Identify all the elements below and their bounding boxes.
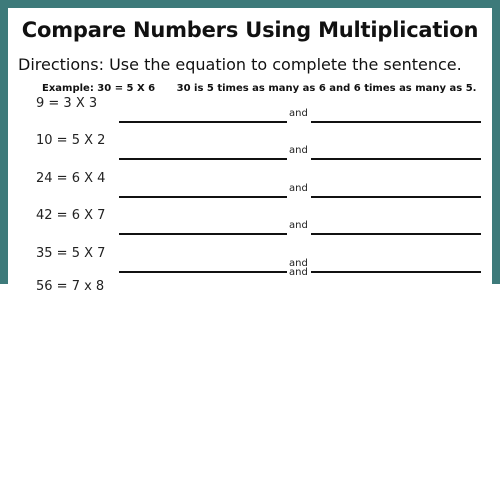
answer-blank-second[interactable] (311, 158, 481, 160)
answer-blank-second[interactable] (311, 271, 481, 273)
answer-blank-first[interactable] (119, 271, 287, 273)
problem-equation: 10 = 5 X 2 (36, 133, 106, 148)
answer-blank-second[interactable] (311, 121, 481, 123)
problem-equation: 24 = 6 X 4 (36, 171, 106, 186)
problem-row (8, 267, 492, 317)
example-line (42, 83, 476, 94)
and-connector: and (289, 183, 308, 194)
worksheet-title: Compare Numbers Using Multiplication (21, 18, 479, 42)
worksheet-sheet (8, 8, 492, 298)
problem-row (8, 96, 492, 134)
and-connector: and (289, 145, 308, 156)
worksheet-directions: Directions: Use the equation to complete the sentence. (18, 55, 462, 74)
answer-blank-second[interactable] (311, 233, 481, 235)
problem-equation: 9 = 3 X 3 (36, 96, 98, 111)
example-sentence: 30 is 5 times as many as 6 and 6 times as many as 5. (176, 83, 477, 94)
problem-equation: 56 = 7 x 8 (36, 279, 105, 294)
problem-equation: 42 = 6 X 7 (36, 208, 106, 223)
answer-blank-first[interactable] (119, 121, 287, 123)
example-equation: Example: 30 = 5 X 6 (42, 83, 156, 94)
answer-blank-second[interactable] (311, 196, 481, 198)
problem-row (8, 133, 492, 171)
answer-blank-first[interactable] (119, 158, 287, 160)
and-connector: and (289, 220, 308, 231)
and-connector: and (289, 258, 308, 269)
answer-blank-first[interactable] (119, 196, 287, 198)
problem-row (8, 208, 492, 246)
answer-blank-first[interactable] (119, 233, 287, 235)
problem-row (8, 171, 492, 209)
problem-equation: 35 = 5 X 7 (36, 246, 106, 261)
and-connector: and (289, 108, 308, 119)
and-connector: and (289, 267, 308, 278)
